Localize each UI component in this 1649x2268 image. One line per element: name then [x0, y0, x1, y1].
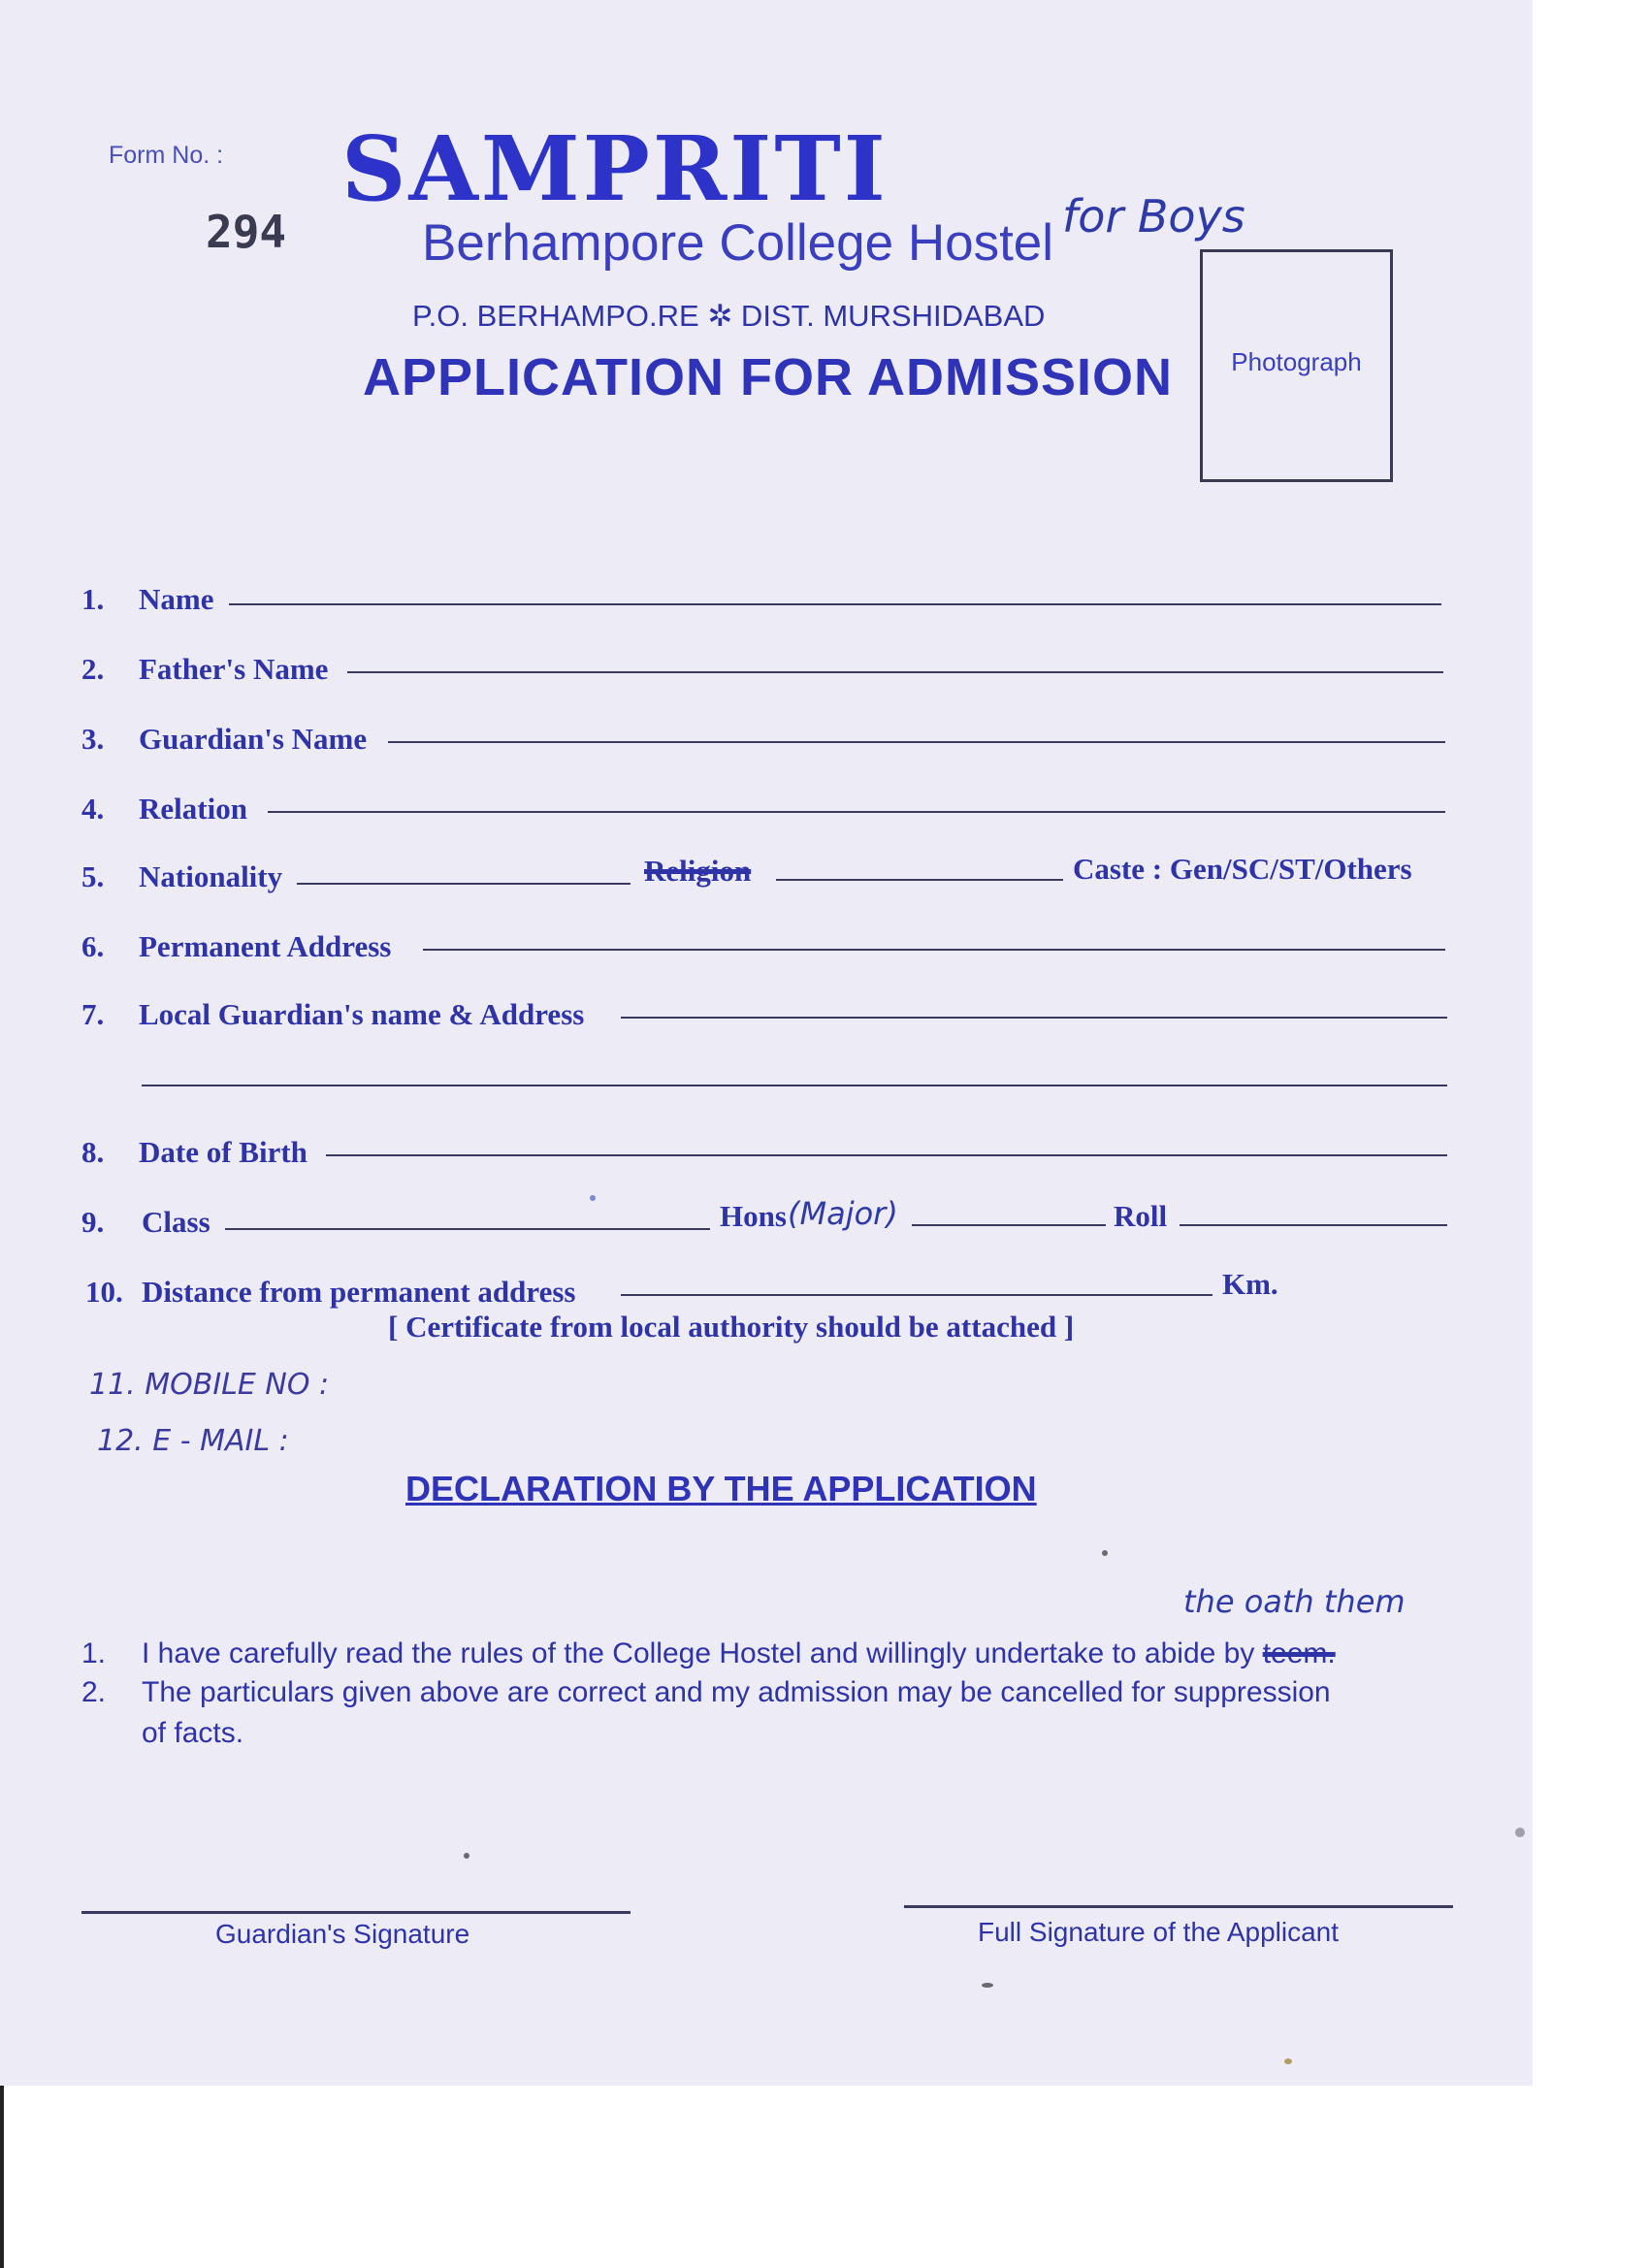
handwritten-mobile-field[interactable]: 11. MOBILE NO : — [89, 1368, 330, 1402]
applicant-signature-line[interactable] — [904, 1905, 1453, 1908]
field-number: 2. — [81, 652, 105, 686]
permanent-address-input-line[interactable] — [423, 949, 1445, 951]
class-label: Class — [142, 1205, 210, 1239]
field-number: 9. — [81, 1205, 105, 1239]
scan-speck — [590, 1195, 596, 1201]
form-heading: APPLICATION FOR ADMISSION — [363, 348, 1173, 406]
form-number-label: Form No. : — [109, 142, 224, 169]
date-of-birth-input-line[interactable] — [326, 1154, 1447, 1156]
field-number: 3. — [81, 722, 105, 756]
scan-speck — [464, 1853, 469, 1859]
nationality-label: Nationality — [139, 859, 283, 893]
form-number-value: 294 — [206, 206, 287, 258]
name-input-line[interactable] — [229, 603, 1441, 605]
hons-input-line[interactable] — [912, 1224, 1106, 1226]
hons-label: Hons — [720, 1199, 787, 1233]
distance-unit: Km. — [1222, 1267, 1278, 1301]
local-guardian-label: Local Guardian's name & Address — [139, 997, 585, 1031]
scan-speck — [982, 1983, 993, 1988]
distance-label: Distance from permanent address — [142, 1275, 576, 1309]
name-label: Name — [139, 582, 214, 616]
scan-speck — [1284, 2058, 1292, 2064]
roll-input-line[interactable] — [1180, 1224, 1447, 1226]
declaration-number: 2. — [81, 1676, 107, 1708]
hostel-subtitle: Berhampore College Hostel — [422, 214, 1054, 272]
declaration-item-2-line-2: of facts. — [142, 1717, 244, 1749]
roll-label: Roll — [1114, 1199, 1168, 1233]
handwritten-major: (Major) — [788, 1195, 898, 1232]
guardians-name-input-line[interactable] — [388, 741, 1445, 743]
scan-speck — [1102, 1550, 1108, 1556]
religion-label-struck: Religion — [644, 854, 752, 888]
applicant-signature-label: Full Signature of the Applicant — [978, 1917, 1340, 1947]
permanent-address-label: Permanent Address — [139, 929, 392, 963]
class-input-line[interactable] — [225, 1228, 710, 1230]
religion-input-line[interactable] — [776, 879, 1063, 881]
scan-speck — [1515, 1828, 1525, 1837]
hostel-address: P.O. BERHAMPO.RE ✲ DIST. MURSHIDABAD — [412, 299, 1046, 333]
local-guardian-input-line-2[interactable] — [142, 1085, 1447, 1086]
guardians-name-label: Guardian's Name — [139, 722, 368, 756]
field-number: 6. — [81, 929, 105, 963]
declaration-heading: DECLARATION BY THE APPLICATION — [405, 1469, 1037, 1508]
handwritten-declaration-insert: the oath them — [1183, 1583, 1406, 1620]
field-number: 1. — [81, 582, 105, 616]
handwritten-for-boys: for Boys — [1062, 190, 1245, 243]
declaration-number: 1. — [81, 1637, 107, 1669]
certificate-note: [ Certificate from local authority should be attached ] — [388, 1310, 1075, 1344]
relation-label: Relation — [139, 792, 247, 826]
field-number: 5. — [81, 859, 105, 893]
field-number: 4. — [81, 792, 105, 826]
date-of-birth-label: Date of Birth — [139, 1135, 307, 1169]
declaration-item-1-text: I have carefully read the rules of the College Hostel and willingly undertake to abide by — [142, 1637, 1255, 1669]
guardian-signature-label: Guardian's Signature — [215, 1919, 470, 1949]
scan-edge — [0, 2086, 4, 2268]
relation-input-line[interactable] — [268, 811, 1445, 813]
photograph-label: Photograph — [1231, 347, 1362, 376]
photograph-box[interactable] — [1200, 249, 1393, 482]
field-number: 10. — [85, 1275, 123, 1309]
local-guardian-input-line[interactable] — [621, 1017, 1447, 1019]
guardian-signature-line[interactable] — [81, 1911, 630, 1914]
field-number: 7. — [81, 997, 105, 1031]
declaration-item-1 — [142, 1637, 1336, 1670]
fathers-name-input-line[interactable] — [347, 671, 1443, 673]
nationality-input-line[interactable] — [297, 883, 630, 885]
field-number: 8. — [81, 1135, 105, 1169]
hostel-brand-title: SAMPRITI — [341, 116, 889, 221]
distance-input-line[interactable] — [621, 1294, 1212, 1296]
fathers-name-label: Father's Name — [139, 652, 329, 686]
handwritten-email-field[interactable]: 12. E - MAIL : — [97, 1424, 289, 1458]
declaration-item-2-line-1: The particulars given above are correct and my admission may be cancelled for suppression — [142, 1676, 1331, 1708]
caste-label: Caste : Gen/SC/ST/Others — [1073, 852, 1412, 886]
declaration-item-1-struck-word: teem. — [1262, 1637, 1336, 1669]
